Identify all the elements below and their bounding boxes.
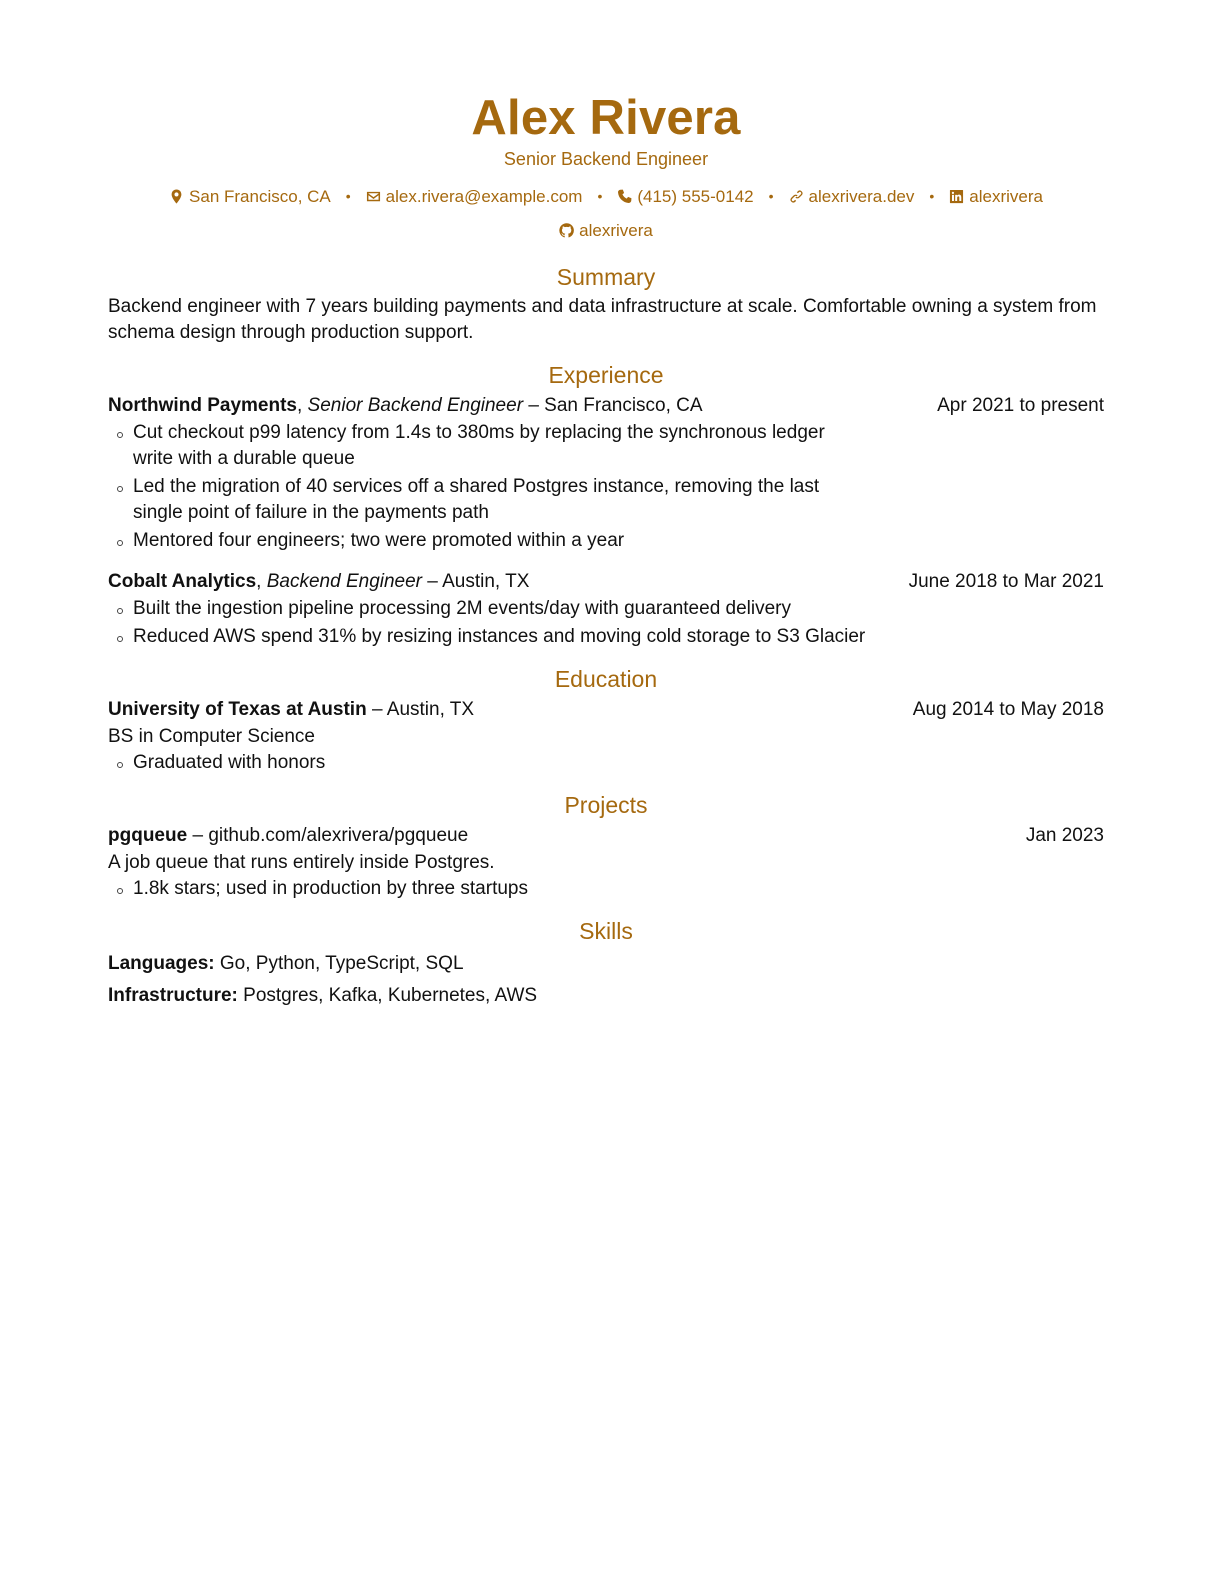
skills-heading: Skills bbox=[579, 918, 633, 944]
comma: , bbox=[256, 571, 262, 592]
summary-heading: Summary bbox=[556, 264, 656, 290]
github-link[interactable]: alexrivera bbox=[579, 221, 653, 240]
entry-header bbox=[108, 696, 1104, 724]
experience-heading: Experience bbox=[548, 362, 664, 388]
candidate-title: Senior Backend Engineer bbox=[503, 149, 709, 169]
email-link[interactable]: alex.rivera@example.com bbox=[385, 187, 583, 206]
phone-icon bbox=[617, 189, 632, 204]
candidate-name: Alex Rivera bbox=[471, 91, 741, 145]
education-heading: Education bbox=[554, 666, 658, 692]
skill-value: Postgres, Kafka, Kubernetes, AWS bbox=[243, 985, 538, 1006]
company-name: Cobalt Analytics bbox=[108, 571, 257, 592]
entry-header-left bbox=[108, 696, 474, 724]
skill-row bbox=[108, 980, 1104, 1012]
entry-header-left bbox=[108, 392, 703, 420]
bullet-item: Led the migration of 40 services off a shared Postgres instance, removing the last single point of failure in the payments path bbox=[133, 474, 868, 526]
separator: • bbox=[768, 188, 774, 204]
entry-header-left bbox=[108, 822, 468, 850]
comma: , bbox=[296, 395, 303, 416]
envelope-icon bbox=[366, 189, 381, 204]
skill-label: Infrastructure: bbox=[108, 985, 238, 1006]
project-url[interactable]: github.com/alexrivera/pgqueue bbox=[208, 825, 469, 846]
entry-header-left bbox=[108, 568, 529, 596]
contact-list-row-2 bbox=[108, 214, 1104, 248]
job-dates: June 2018 to Mar 2021 bbox=[908, 571, 1104, 592]
bullet-list bbox=[108, 596, 868, 650]
degree: BS in Computer Science bbox=[108, 726, 315, 747]
school-name: University of Texas at Austin bbox=[108, 699, 367, 720]
entry-header bbox=[108, 822, 1104, 850]
linkedin-link[interactable]: alexrivera bbox=[969, 187, 1043, 206]
school-location: Austin, TX bbox=[386, 699, 475, 720]
skill-label: Languages: bbox=[108, 953, 215, 974]
separator: • bbox=[929, 188, 935, 204]
location-text: San Francisco, CA bbox=[189, 187, 331, 206]
dash: – bbox=[371, 699, 383, 720]
bullet-item: 1.8k stars; used in production by three startups bbox=[133, 876, 868, 902]
dash: – bbox=[528, 395, 539, 416]
dash: – bbox=[427, 571, 438, 592]
link-icon bbox=[789, 189, 804, 204]
project-description: A job queue that runs entirely inside Postgres. bbox=[108, 852, 495, 873]
project-date: Jan 2023 bbox=[1025, 825, 1104, 846]
job-dates: Apr 2021 to present bbox=[937, 395, 1104, 416]
education-entry bbox=[108, 696, 1104, 776]
website-link[interactable]: alexrivera.dev bbox=[808, 187, 915, 206]
skill-row bbox=[108, 948, 1104, 980]
project-entry bbox=[108, 822, 1104, 902]
bullet-list bbox=[108, 420, 868, 554]
bullet-item: Mentored four engineers; two were promoted within a year bbox=[133, 528, 868, 554]
contact-github[interactable] bbox=[559, 214, 653, 248]
separator: • bbox=[597, 188, 603, 204]
github-icon bbox=[559, 223, 574, 238]
skill-value: Go, Python, TypeScript, SQL bbox=[219, 953, 464, 974]
job-location: San Francisco, CA bbox=[544, 395, 703, 416]
job-location: Austin, TX bbox=[442, 571, 530, 592]
bullet-item: Built the ingestion pipeline processing 2M events/day with guaranteed delivery bbox=[133, 596, 868, 622]
experience-entry bbox=[108, 392, 1104, 554]
project-name: pgqueue bbox=[108, 825, 188, 846]
contact-email[interactable] bbox=[366, 180, 583, 214]
phone-text[interactable]: (415) 555-0142 bbox=[637, 187, 754, 206]
company-name: Northwind Payments bbox=[108, 395, 297, 416]
bullet-item: Cut checkout p99 latency from 1.4s to 380ms by replacing the synchronous ledger write with a durable queue bbox=[133, 420, 868, 472]
contact-linkedin[interactable] bbox=[949, 180, 1043, 214]
contact-phone[interactable] bbox=[617, 180, 753, 214]
summary-text: Backend engineer with 7 years building payments and data infrastructure at scale. Comfortable owning a system from schema design through production support. bbox=[108, 296, 1097, 343]
projects-heading: Projects bbox=[564, 792, 648, 818]
job-title: Senior Backend Engineer bbox=[307, 395, 524, 416]
entry-header bbox=[108, 568, 1104, 596]
map-pin-icon bbox=[169, 189, 184, 204]
contact-website[interactable] bbox=[789, 180, 915, 214]
experience-entry bbox=[108, 568, 1104, 650]
linkedin-icon bbox=[949, 189, 964, 204]
dash: – bbox=[192, 825, 204, 846]
entry-header bbox=[108, 392, 1104, 420]
separator: • bbox=[345, 188, 351, 204]
contact-location bbox=[169, 180, 331, 214]
bullet-list bbox=[108, 876, 868, 902]
job-title: Backend Engineer bbox=[266, 571, 423, 592]
bullet-item: Reduced AWS spend 31% by resizing instances and moving cold storage to S3 Glacier bbox=[133, 624, 868, 650]
contact-list bbox=[108, 179, 1104, 214]
education-dates: Aug 2014 to May 2018 bbox=[912, 699, 1104, 720]
bullet-list bbox=[108, 750, 868, 776]
bullet-item: Graduated with honors bbox=[133, 750, 868, 776]
